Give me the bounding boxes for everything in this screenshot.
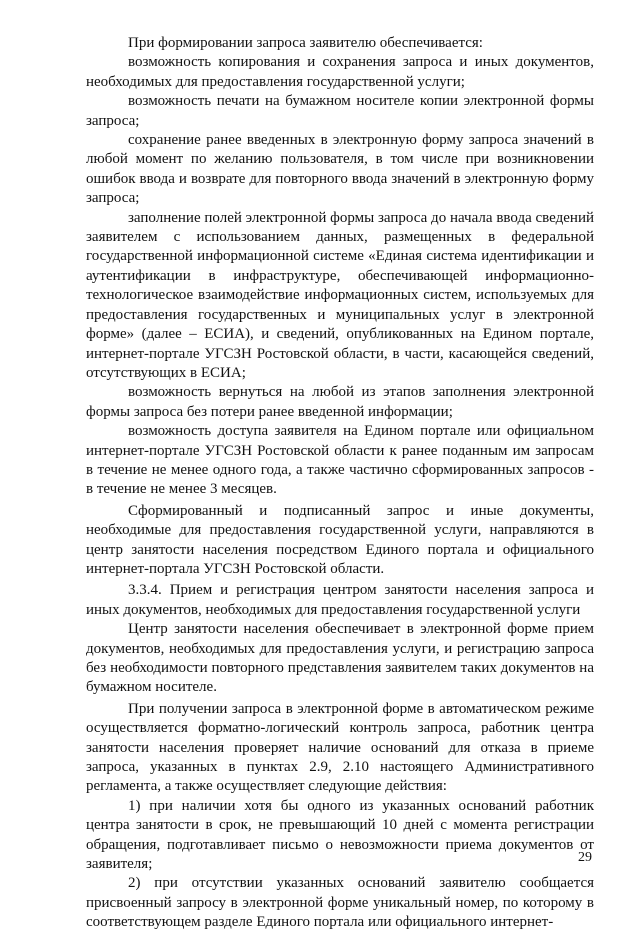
paragraph: Сформированный и подписанный запрос и иные документы, необходимые для предоставления государственной услуги, направляются в центр занятости населения посредством Единого портала и официального интернет-портала УГСЗН Ростовской области. [86, 502, 594, 577]
paragraph: 1) при наличии хотя бы одного из указанных оснований работник центра занятости в срок, не превышающий 10 дней с момента регистрации обращения, подготавливает письмо о невозможности приема документов от заявителя; [86, 797, 594, 873]
document-body [86, 34, 594, 933]
paragraph: сохранение ранее введенных в электронную форму запроса значений в любой момент по желанию пользователя, в том числе при возникновении ошибок ввода и возврате для повторного ввода значений в электронную форму запроса; [86, 132, 594, 207]
paragraph: 2) при отсутствии указанных оснований заявителю сообщается присвоенный запросу в электронной форме уникальный номер, по которому в соответствующем разделе Единого портала или официального интернет- [86, 875, 594, 931]
paragraph: При формировании запроса заявителю обеспечивается: [128, 35, 483, 51]
paragraph: При получении запроса в электронной форме в автоматическом режиме осуществляется форматно-логический контроль запроса, работник центра занятости населения проверяет наличие оснований для отказа в приеме запроса, указанных в пунктах 2.9, 2.10 настоящего Административного регламента, а также осуществляет следующие действия: [86, 700, 594, 795]
paragraph: возможность копирования и сохранения запроса и иных документов, необходимых для предоставления государственной услуги; [86, 54, 594, 90]
paragraph: возможность печати на бумажном носителе копии электронной формы запроса; [86, 93, 594, 129]
page-number: 29 [578, 850, 592, 865]
paragraph: возможность вернуться на любой из этапов заполнения электронной формы запроса без потери ранее введенной информации; [86, 384, 594, 420]
paragraph: Центр занятости населения обеспечивает в электронной форме прием документов, необходимых для предоставления услуги, и регистрацию запроса без необходимости повторного представления заявителем таких документов на бумажном носителе. [86, 621, 594, 696]
paragraph: заполнение полей электронной формы запроса до начала ввода сведений заявителем с использованием данных, размещенных в федеральной государственной информационной системе «Единая система идентификации и аутентификации в инфраструктуре, обеспечивающей информационно-технологическое взаимодействие информационных систем, используемых для предоставления государственных и муниципальных услуг в электронной форме» (далее – ЕСИА), и сведений, опубликованных на Едином портале, интернет-портале УГСЗН Ростовской области, в части, касающейся сведений, отсутствующих в ЕСИА; [86, 209, 594, 381]
paragraph: возможность доступа заявителя на Едином портале или официальном интернет-портале УГСЗН Ростовской области к ранее поданным им запросам в течение не менее одного года, а также частично сформированных запросов - в течение не менее 3 месяцев. [86, 423, 594, 498]
section-heading-paragraph: 3.3.4. Прием и регистрация центром занятости населения запроса и иных документов, необходимых для предоставления государственной услуги [86, 582, 594, 618]
